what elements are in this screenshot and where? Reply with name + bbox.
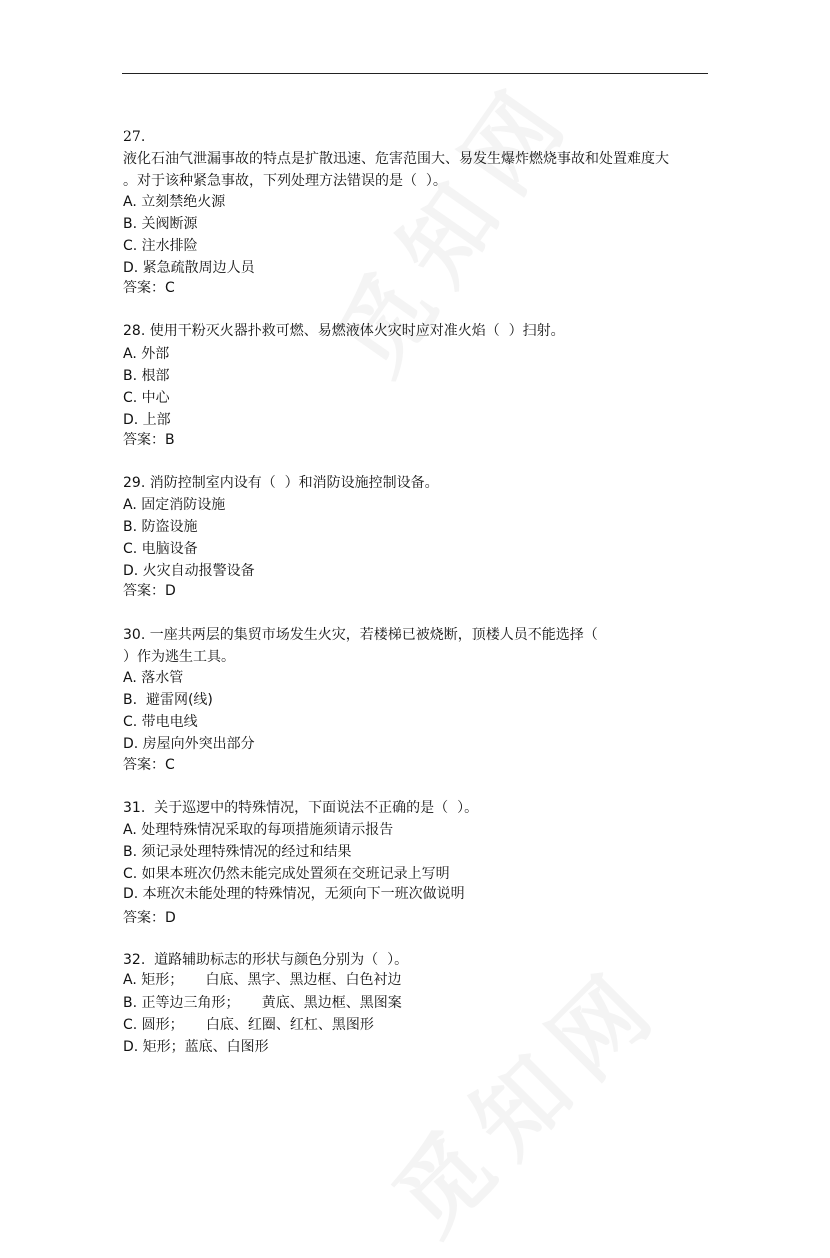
question-31-answer: 答案：D	[123, 910, 176, 926]
question-29-stem: 29. 消防控制室内设有（ ）和消防设施控制设备。	[123, 475, 439, 491]
question-27-stem-line-2: 。对于该种紧急事故，下列处理方法错误的是（ ）。	[123, 173, 447, 189]
question-30-stem-line-2: ）作为逃生工具。	[123, 649, 235, 665]
question-30-option-b: B. 避雷网(线)	[123, 692, 213, 708]
question-31-option-c: C. 如果本班次仍然未能完成处置须在交班记录上写明	[123, 866, 450, 882]
question-29-option-d: D. 火灾自动报警设备	[123, 563, 255, 579]
question-28-answer: 答案：B	[123, 432, 175, 448]
question-27-option-a: A. 立刻禁绝火源	[123, 194, 226, 210]
question-32-option-b: B. 正等边三角形； 黄底、黑边框、黑图案	[123, 995, 402, 1011]
question-28-option-b: B. 根部	[123, 368, 170, 384]
question-27-answer: 答案：C	[123, 280, 175, 296]
question-31-option-b: B. 须记录处理特殊情况的经过和结果	[123, 844, 352, 860]
question-27-option-c: C. 注水排险	[123, 238, 198, 254]
question-28-option-c: C. 中心	[123, 390, 170, 406]
question-31-option-d: D. 本班次未能处理的特殊情况，无须向下一班次做说明	[123, 886, 465, 902]
question-31-stem: 31. 关于巡逻中的特殊情况，下面说法不正确的是（ ）。	[123, 800, 479, 816]
watermark	[300, 50, 597, 396]
question-32-option-a: A. 矩形； 白底、黑字、黑边框、白色衬边	[123, 972, 402, 988]
question-27-option-d: D. 紧急疏散周边人员	[123, 260, 255, 276]
question-30-option-c: C. 带电电线	[123, 714, 198, 730]
question-31-option-a: A. 处理特殊情况采取的每项措施须请示报告	[123, 822, 394, 838]
question-32-option-d: D. 矩形；蓝底、白图形	[123, 1039, 269, 1055]
watermark-lower	[360, 932, 687, 1258]
question-30-option-d: D. 房屋向外突出部分	[123, 736, 255, 752]
question-30-stem-line-1: 30. 一座共两层的集贸市场发生火灾，若楼梯已被烧断，顶楼人员不能选择（	[123, 627, 598, 643]
question-32-stem: 32. 道路辅助标志的形状与颜色分别为（ ）。	[123, 952, 409, 968]
question-28-option-d: D. 上部	[123, 412, 171, 428]
question-30-answer: 答案：C	[123, 757, 175, 773]
question-27-option-b: B. 关阀断源	[123, 216, 198, 232]
question-29-option-c: C. 电脑设备	[123, 541, 198, 557]
question-29-answer: 答案：D	[123, 583, 176, 599]
question-27-number: 27.	[123, 129, 146, 145]
question-29-option-b: B. 防盗设施	[123, 519, 198, 535]
header-rule	[122, 73, 708, 74]
question-29-option-a: A. 固定消防设施	[123, 497, 226, 513]
question-28-option-a: A. 外部	[123, 346, 170, 362]
question-28-stem: 28. 使用干粉灭火器扑救可燃、易燃液体火灾时应对准火焰（ ）扫射。	[123, 323, 565, 339]
question-27-stem-line-1: 液化石油气泄漏事故的特点是扩散迅速、危害范围大、易发生爆炸燃烧事故和处置难度大	[123, 151, 669, 167]
question-32-option-c: C. 圆形； 白底、红圈、红杠、黑图形	[123, 1017, 374, 1033]
question-30-option-a: A. 落水管	[123, 670, 184, 686]
